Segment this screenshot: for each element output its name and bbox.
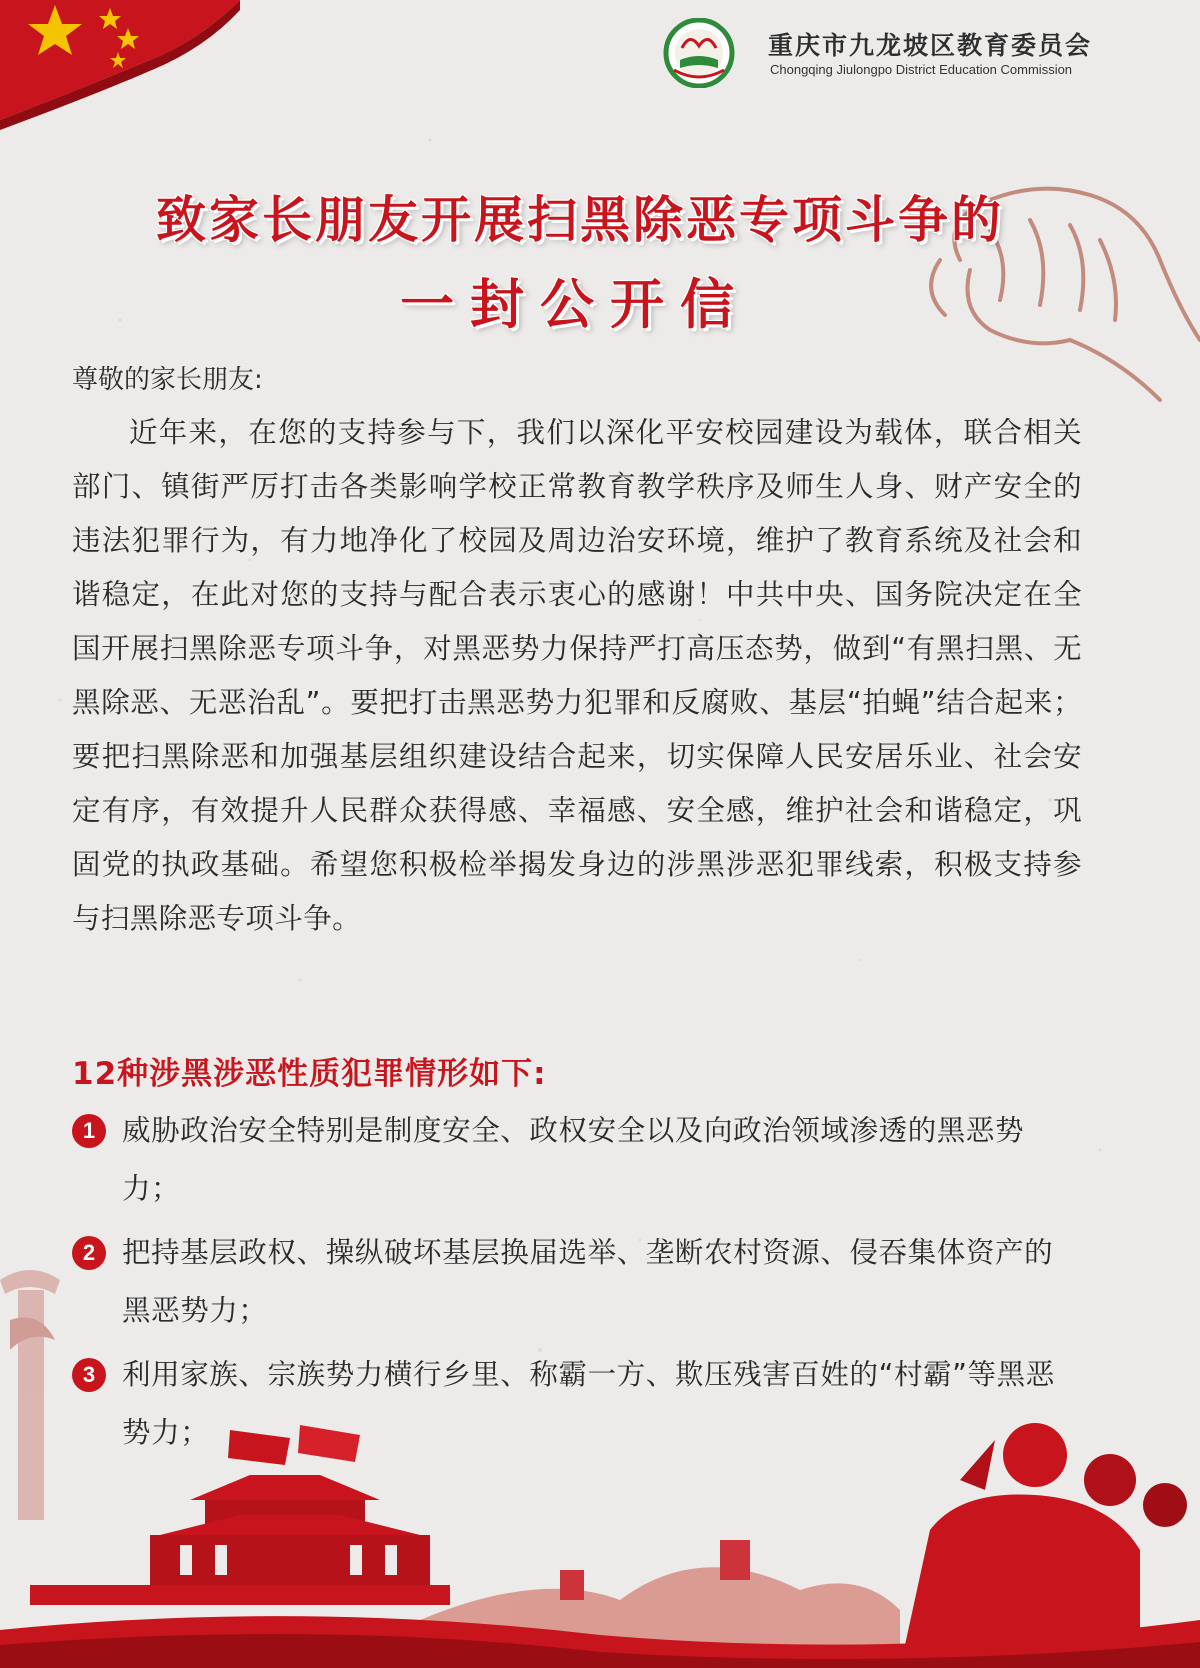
crime-text: 利用家族、宗族势力横行乡里、称霸一方、欺压残害百姓的“村霸”等黑恶势力；	[122, 1358, 1055, 1449]
education-commission-emblem-icon	[660, 18, 738, 88]
crime-list-heading: 12种涉黑涉恶性质犯罪情形如下:	[72, 1056, 547, 1092]
salutation: 尊敬的家长朋友:	[72, 365, 263, 395]
tiananmen-gate-icon	[30, 1425, 450, 1605]
page-title-line-2: 一封公开信	[400, 273, 750, 336]
crime-text: 把持基层政权、操纵破坏基层换届选举、垄断农村资源、侵吞集体资产的黑恶势力；	[122, 1236, 1054, 1327]
red-flag-stars-icon	[0, 0, 240, 130]
list-item	[72, 1224, 1082, 1340]
organization-name-chinese: 重庆市九龙坡区教育委员会	[768, 31, 1093, 60]
list-item	[72, 1102, 1082, 1218]
letter-body	[72, 360, 1082, 946]
bottom-decoration	[0, 1420, 1200, 1668]
number-badge: 3	[72, 1358, 106, 1392]
crime-text: 威胁政治安全特别是制度安全、政权安全以及向政治领域渗透的黑恶势力；	[122, 1114, 1025, 1205]
crime-list	[72, 1102, 1082, 1468]
number-badge: 2	[72, 1236, 106, 1270]
header-organization	[660, 18, 1100, 88]
page-title-line-1: 致家长朋友开展扫黑除恶专项斗争的	[156, 191, 1004, 249]
letter-paragraph: 近年来，在您的支持参与下，我们以深化平安校园建设为载体，联合相关部门、镇街严厉打击各类影响学校正常教育教学秩序及师生人身、财产安全的违法犯罪行为，有力地净化了校园及周边治安环境，维护了教育系统及社会和谐稳定，在此对您的支持与配合表示衷心的感谢！中共中央、国务院决定在全国开展扫黑除恶专项斗争，对黑恶势力保持严打高压态势，做到“有黑扫黑、无黑除恶、无恶治乱”。要把打击黑恶势力犯罪和反腐败、基层“拍蝇”结合起来；要把扫黑除恶和加强基层组织建设结合起来，切实保障人民安居乐业、社会安定有序，有效提升人民群众获得感、幸福感、安全感，维护社会和谐稳定，巩固党的执政基础。希望您积极检举揭发身边的涉黑涉恶犯罪线索，积极支持参与扫黑除恶专项斗争。	[72, 416, 1082, 935]
number-badge: 1	[72, 1114, 106, 1148]
organization-name-english: Chongqing Jiulongpo District Education Commission	[770, 62, 1073, 77]
